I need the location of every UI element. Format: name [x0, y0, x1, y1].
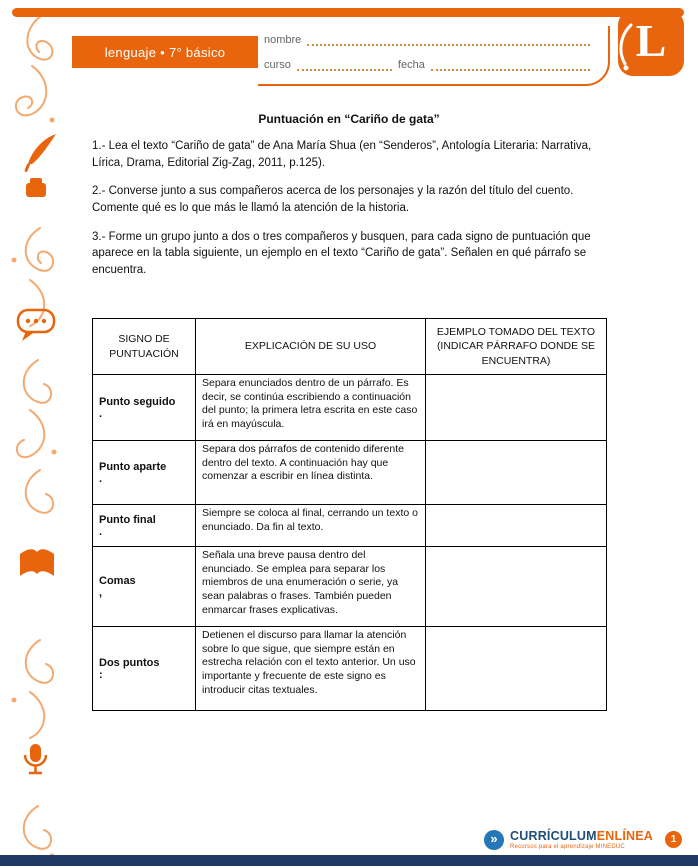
brand-name — [510, 829, 653, 843]
date-label: fecha — [397, 59, 425, 71]
subject-band — [72, 36, 258, 68]
sign-name: Punto aparte — [99, 460, 167, 473]
sign-name: Punto seguido — [99, 395, 176, 408]
sign-mark: . — [99, 525, 103, 538]
table-row — [93, 441, 607, 505]
course-date-row — [264, 59, 590, 71]
subject-label: lenguaje • 7° básico — [104, 44, 226, 60]
page-title: Puntuación en “Cariño de gata” — [258, 112, 440, 126]
instruction-2: 2.- Converse junto a sus compañeros acerca de los personajes y la razón del título del cuento. Comente qué es lo que más le llamó la atención de la historia. — [92, 185, 574, 215]
top-accent-bar — [12, 8, 684, 17]
table-row — [93, 505, 607, 547]
brand-text — [510, 829, 653, 850]
table-header-row — [93, 319, 607, 375]
student-info-form — [258, 26, 610, 86]
explanation-cell: Siempre se coloca al final, cerrando un texto o enunciado. Da fin al texto. — [196, 505, 426, 547]
column-header-explanation: EXPLICACIÓN DE SU USO — [196, 319, 426, 375]
explanation-cell: Señala una breve pausa dentro del enunciado. Se emplea para separar los miembros de una enumeración o serie, ya sean palabras o frases. También pueden enmarcar frases explicativas. — [196, 547, 426, 627]
sign-mark: . — [99, 407, 103, 420]
tile-swoosh-icon — [618, 10, 684, 76]
course-write-line — [297, 59, 392, 71]
quill-icon — [24, 134, 56, 172]
instruction-1: 1.- Lea el texto “Cariño de gata” de Ana María Shua (en “Senderos”, Antología Literaria: Narrativa, Lírica, Drama, Editorial Zig-Zag, 2011, p.125). — [92, 140, 592, 169]
table-row — [93, 375, 607, 441]
example-cell-empty — [426, 441, 607, 505]
brand-name-secondary: ENLÍNEA — [596, 829, 653, 843]
brand-logo — [484, 829, 653, 850]
sign-name: Dos puntos — [99, 656, 160, 669]
brand-name-primary: CURRÍCULUM — [510, 829, 597, 843]
instruction-3: 3.- Forme un grupo junto a dos o tres compañeros y busquen, para cada signo de puntuación que aparece en la tabla siguiente, un ejemplo en el texto “Cariño de gata”. Señalen en qué párrafo se encuentra. — [92, 230, 591, 277]
name-write-line — [307, 34, 590, 46]
sign-mark: , — [99, 586, 103, 599]
example-cell-empty — [426, 505, 607, 547]
page-number-badge: 1 — [665, 831, 682, 848]
column-header-example: EJEMPLO TOMADO DEL TEXTO (INDICAR PÁRRAFO DONDE SE ENCUENTRA) — [426, 319, 607, 375]
name-row — [264, 34, 590, 46]
sign-name: Comas — [99, 574, 136, 587]
sign-cell — [93, 627, 196, 711]
sign-cell — [93, 375, 196, 441]
column-header-sign: SIGNO DE PUNTUACIÓN — [93, 319, 196, 375]
left-ornament — [0, 0, 70, 868]
name-label: nombre — [264, 34, 302, 46]
table-row — [93, 627, 607, 711]
speech-bubble-icon — [18, 310, 54, 341]
explanation-cell: Separa dos párrafos de contenido diferente dentro del texto. A continuación hay que comenzar a escribir en línea distinta. — [196, 441, 426, 505]
example-cell-empty — [426, 547, 607, 627]
brand-letter: L — [635, 15, 667, 66]
punctuation-table — [92, 318, 607, 711]
sign-mark: : — [99, 668, 103, 681]
sign-mark: . — [99, 472, 103, 485]
brand-letter-tile — [618, 10, 684, 76]
bottom-accent-bar — [0, 855, 698, 866]
brand-tagline: Recursos para el aprendizaje MINEDUC — [510, 844, 625, 850]
sign-cell — [93, 547, 196, 627]
explanation-cell: Separa enunciados dentro de un párrafo. Es decir, se continúa escribiendo a continuación del punto; la primera letra escrita en este caso irá en mayúscula. — [196, 375, 426, 441]
footer — [484, 829, 682, 850]
sign-cell — [93, 441, 196, 505]
sign-name: Punto final — [99, 513, 156, 526]
course-label: curso — [264, 59, 291, 71]
date-write-line — [431, 59, 590, 71]
sign-cell — [93, 505, 196, 547]
instructions — [92, 138, 606, 291]
book-icon — [20, 549, 54, 576]
table-row — [93, 547, 607, 627]
brand-globe-icon: » — [484, 830, 504, 850]
example-cell-empty — [426, 375, 607, 441]
inkpot-icon — [26, 178, 46, 197]
explanation-cell: Detienen el discurso para llamar la atención sobre lo que sigue, que siempre están en estrecha relación con el texto anterior. Un uso importante y frecuente de este signo es introducir citas textuales. — [196, 627, 426, 711]
microphone-icon — [25, 744, 46, 773]
example-cell-empty — [426, 627, 607, 711]
